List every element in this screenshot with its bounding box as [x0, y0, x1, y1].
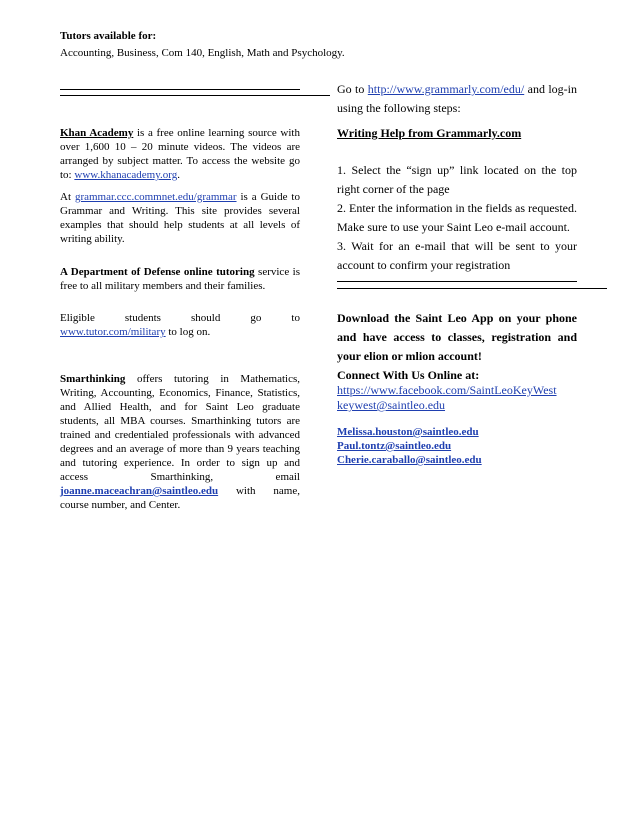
- tutor-military-link[interactable]: www.tutor.com/military: [60, 326, 166, 338]
- app-block: [337, 309, 577, 366]
- step-2: 2. Enter the information in the fields as requested. Make sure to use your Saint Leo e-mail account.: [337, 201, 577, 234]
- right-rule-2: [337, 288, 607, 289]
- smarthinking-name: Smarthinking: [60, 373, 126, 385]
- keywest-email-link[interactable]: keywest@saintleo.edu: [337, 398, 446, 412]
- smarthinking-end: with name, course number, and Center.: [60, 485, 300, 511]
- eligible-word-1: students: [124, 312, 161, 324]
- left-top-rule-2: [60, 95, 330, 96]
- dod-block: [60, 265, 300, 339]
- header: [60, 28, 600, 62]
- grammar-link[interactable]: grammar.ccc.commnet.edu/grammar: [74, 191, 237, 203]
- smarthinking-block: [60, 372, 300, 512]
- step-1: 1. Select the “sign up” link located on the top right corner of the page: [337, 163, 577, 196]
- contact-email-melissa[interactable]: Melissa.houston@saintleo.edu: [337, 426, 479, 438]
- khan-link[interactable]: www.khanacademy.org: [74, 169, 178, 181]
- eligible-word-3: go: [250, 312, 262, 324]
- step-3: 3. Wait for an e-mail that will be sent to your account to confirm your registration: [337, 239, 577, 272]
- tutors-subjects: Accounting, Business, Com 140, English, Math and Psychology.: [60, 47, 345, 59]
- khan-block: [60, 126, 300, 246]
- eligible-word-2: should: [190, 312, 221, 324]
- grammar-text: is a Guide to Grammar and Writing. This site provides several examples that should help students at all levels of writing ability.: [60, 191, 300, 245]
- tutors-title: Tutors available for:: [60, 30, 157, 42]
- connect-block: [337, 368, 577, 467]
- eligible-word-0: Eligible: [60, 312, 95, 324]
- grammarly-goto: [337, 80, 577, 118]
- contact-email-cherie[interactable]: Cherie.caraballo@saintleo.edu: [337, 454, 482, 466]
- smarthinking-email-link[interactable]: joanne.maceachran@saintleo.edu: [60, 485, 219, 497]
- contact-email-paul[interactable]: Paul.tontz@saintleo.edu: [337, 440, 452, 452]
- facebook-link[interactable]: https://www.facebook.com/SaintLeoKeyWest: [337, 383, 557, 397]
- grammar-pre: At: [60, 191, 75, 203]
- writing-help-title: Writing Help from Grammarly.com: [337, 126, 522, 140]
- dod-text: service is free to all military members and their families.: [60, 266, 301, 292]
- khan-end: .: [177, 169, 180, 181]
- right-rule-1: [337, 281, 577, 282]
- dod-title: A Department of Defense online tutoring: [60, 266, 255, 278]
- khan-academy-name: Khan Academy: [60, 127, 134, 139]
- eligible-end: to log on.: [165, 326, 211, 338]
- eligible-line: [60, 311, 300, 325]
- left-top-rule: [60, 89, 300, 90]
- writing-help-block: [337, 124, 577, 275]
- eligible-word-4: to: [291, 312, 300, 324]
- goto-pre: Go to: [337, 82, 368, 96]
- smarthinking-text: offers tutoring in Mathematics, Writing, Accounting, Economics, Finance, Statistics, and Allied Health, and for Saint Leo graduate students, all MBA courses. Smarthinking tutors are trained and credentialed professionals with advanced degrees and an average of more than 9 years teaching and tutoring experience. In order to sign up and access Smarthinking, email: [60, 373, 300, 483]
- connect-title: Connect With Us Online at:: [337, 368, 480, 382]
- goto-text: and log-in using the following steps:: [337, 82, 577, 115]
- grammarly-link[interactable]: http://www.grammarly.com/edu/: [367, 82, 525, 96]
- khan-text: is a free online learning source with over 1,600 10 – 20 minute videos. The videos are arranged by subject matter. To access the website go to:: [60, 127, 300, 181]
- app-promo: Download the Saint Leo App on your phone and have access to classes, registration and your elion or mlion account!: [337, 311, 577, 363]
